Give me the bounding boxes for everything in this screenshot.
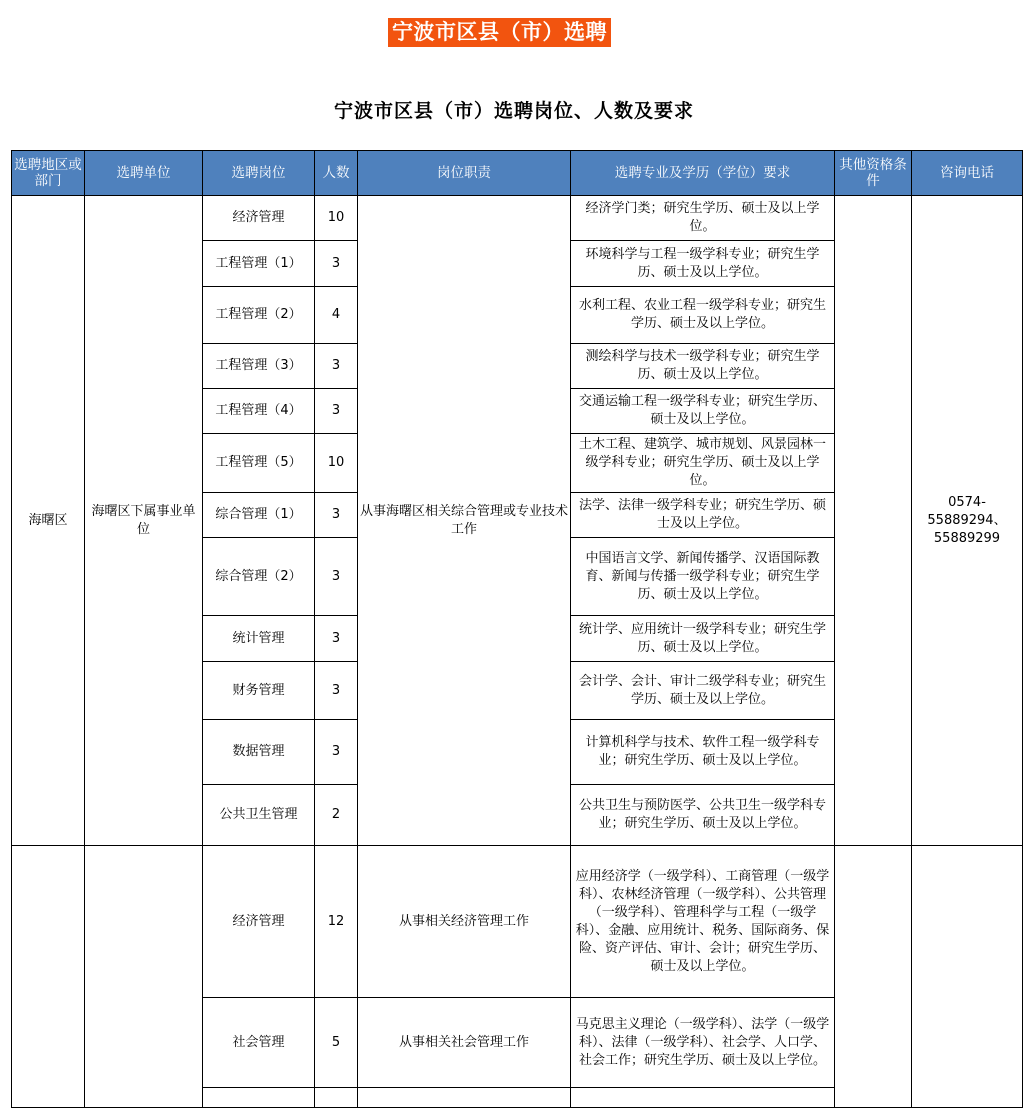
requirement-cell: 交通运输工程一级学科专业；研究生学历、硕士及以上学位。 xyxy=(571,389,835,434)
requirement-cell: 经济学门类；研究生学历、硕士及以上学位。 xyxy=(571,196,835,241)
requirement-cell: 环境科学与工程一级学科专业；研究生学历、硕士及以上学位。 xyxy=(571,241,835,287)
duty-cell xyxy=(358,1088,571,1108)
table-row xyxy=(12,196,1023,241)
count-cell: 3 xyxy=(315,720,358,785)
post-cell: 工程管理（1） xyxy=(203,241,315,287)
count-cell xyxy=(315,1088,358,1108)
requirement-cell: 测绘科学与技术一级学科专业；研究生学历、硕士及以上学位。 xyxy=(571,344,835,389)
requirement-cell: 马克思主义理论（一级学科）、法学（一级学科）、法律（一级学科）、社会学、人口学、社会工作；研究生学历、硕士及以上学位。 xyxy=(571,998,835,1088)
other-cell-2 xyxy=(835,846,912,1108)
region-cell-2 xyxy=(12,846,85,1108)
header-region: 选聘地区或部门 xyxy=(12,151,85,196)
count-cell: 3 xyxy=(315,616,358,662)
post-cell: 财务管理 xyxy=(203,662,315,720)
post-cell: 公共卫生管理 xyxy=(203,785,315,846)
requirement-cell: 土木工程、建筑学、城市规划、风景园林一级学科专业；研究生学历、硕士及以上学位。 xyxy=(571,434,835,493)
post-cell: 综合管理（2） xyxy=(203,538,315,616)
header-phone: 咨询电话 xyxy=(912,151,1023,196)
unit-cell-2 xyxy=(85,846,203,1108)
phone-cell-2 xyxy=(912,846,1023,1108)
header-unit: 选聘单位 xyxy=(85,151,203,196)
phone-cell: 0574-55889294、55889299 xyxy=(912,196,1023,846)
post-cell: 工程管理（5） xyxy=(203,434,315,493)
requirement-cell: 统计学、应用统计一级学科专业；研究生学历、硕士及以上学位。 xyxy=(571,616,835,662)
unit-cell: 海曙区下属事业单位 xyxy=(85,196,203,846)
count-cell: 12 xyxy=(315,846,358,998)
count-cell: 3 xyxy=(315,389,358,434)
post-cell: 综合管理（1） xyxy=(203,493,315,538)
requirement-cell xyxy=(571,1088,835,1108)
header-other: 其他资格条件 xyxy=(835,151,912,196)
requirement-cell: 计算机科学与技术、软件工程一级学科专业；研究生学历、硕士及以上学位。 xyxy=(571,720,835,785)
post-cell: 统计管理 xyxy=(203,616,315,662)
count-cell: 3 xyxy=(315,241,358,287)
requirement-cell: 法学、法律一级学科专业；研究生学历、硕士及以上学位。 xyxy=(571,493,835,538)
duty-cell: 从事相关经济管理工作 xyxy=(358,846,571,998)
post-cell xyxy=(203,1088,315,1108)
requirement-cell: 应用经济学（一级学科）、工商管理（一级学科）、农林经济管理（一级学科）、公共管理（一级学科）、管理科学与工程（一级学科）、金融、应用统计、税务、国际商务、保险、资产评估、审计、会计；研究生学历、硕士及以上学位。 xyxy=(571,846,835,998)
count-cell: 3 xyxy=(315,538,358,616)
count-cell: 3 xyxy=(315,344,358,389)
post-cell: 工程管理（3） xyxy=(203,344,315,389)
duty-cell: 从事海曙区相关综合管理或专业技术工作 xyxy=(358,196,571,846)
post-cell: 经济管理 xyxy=(203,196,315,241)
other-cell xyxy=(835,196,912,846)
count-cell: 2 xyxy=(315,785,358,846)
banner-title: 宁波市区县（市）选聘 xyxy=(388,18,611,47)
region-cell: 海曙区 xyxy=(12,196,85,846)
header-count: 人数 xyxy=(315,151,358,196)
header-row xyxy=(12,151,1023,196)
post-cell: 工程管理（2） xyxy=(203,287,315,344)
header-post: 选聘岗位 xyxy=(203,151,315,196)
count-cell: 4 xyxy=(315,287,358,344)
post-cell: 经济管理 xyxy=(203,846,315,998)
recruitment-table xyxy=(11,150,1023,1108)
count-cell: 3 xyxy=(315,662,358,720)
requirement-cell: 会计学、会计、审计二级学科专业；研究生学历、硕士及以上学位。 xyxy=(571,662,835,720)
count-cell: 5 xyxy=(315,998,358,1088)
requirement-cell: 水利工程、农业工程一级学科专业；研究生学历、硕士及以上学位。 xyxy=(571,287,835,344)
count-cell: 10 xyxy=(315,434,358,493)
post-cell: 工程管理（4） xyxy=(203,389,315,434)
post-cell: 社会管理 xyxy=(203,998,315,1088)
header-requirements: 选聘专业及学历（学位）要求 xyxy=(571,151,835,196)
table-title: 宁波市区县（市）选聘岗位、人数及要求 xyxy=(333,100,694,122)
count-cell: 3 xyxy=(315,493,358,538)
header-duty: 岗位职责 xyxy=(358,151,571,196)
table-row xyxy=(12,846,1023,998)
requirement-cell: 公共卫生与预防医学、公共卫生一级学科专业；研究生学历、硕士及以上学位。 xyxy=(571,785,835,846)
requirement-cell: 中国语言文学、新闻传播学、汉语国际教育、新闻与传播一级学科专业；研究生学历、硕士及以上学位。 xyxy=(571,538,835,616)
count-cell: 10 xyxy=(315,196,358,241)
post-cell: 数据管理 xyxy=(203,720,315,785)
duty-cell: 从事相关社会管理工作 xyxy=(358,998,571,1088)
